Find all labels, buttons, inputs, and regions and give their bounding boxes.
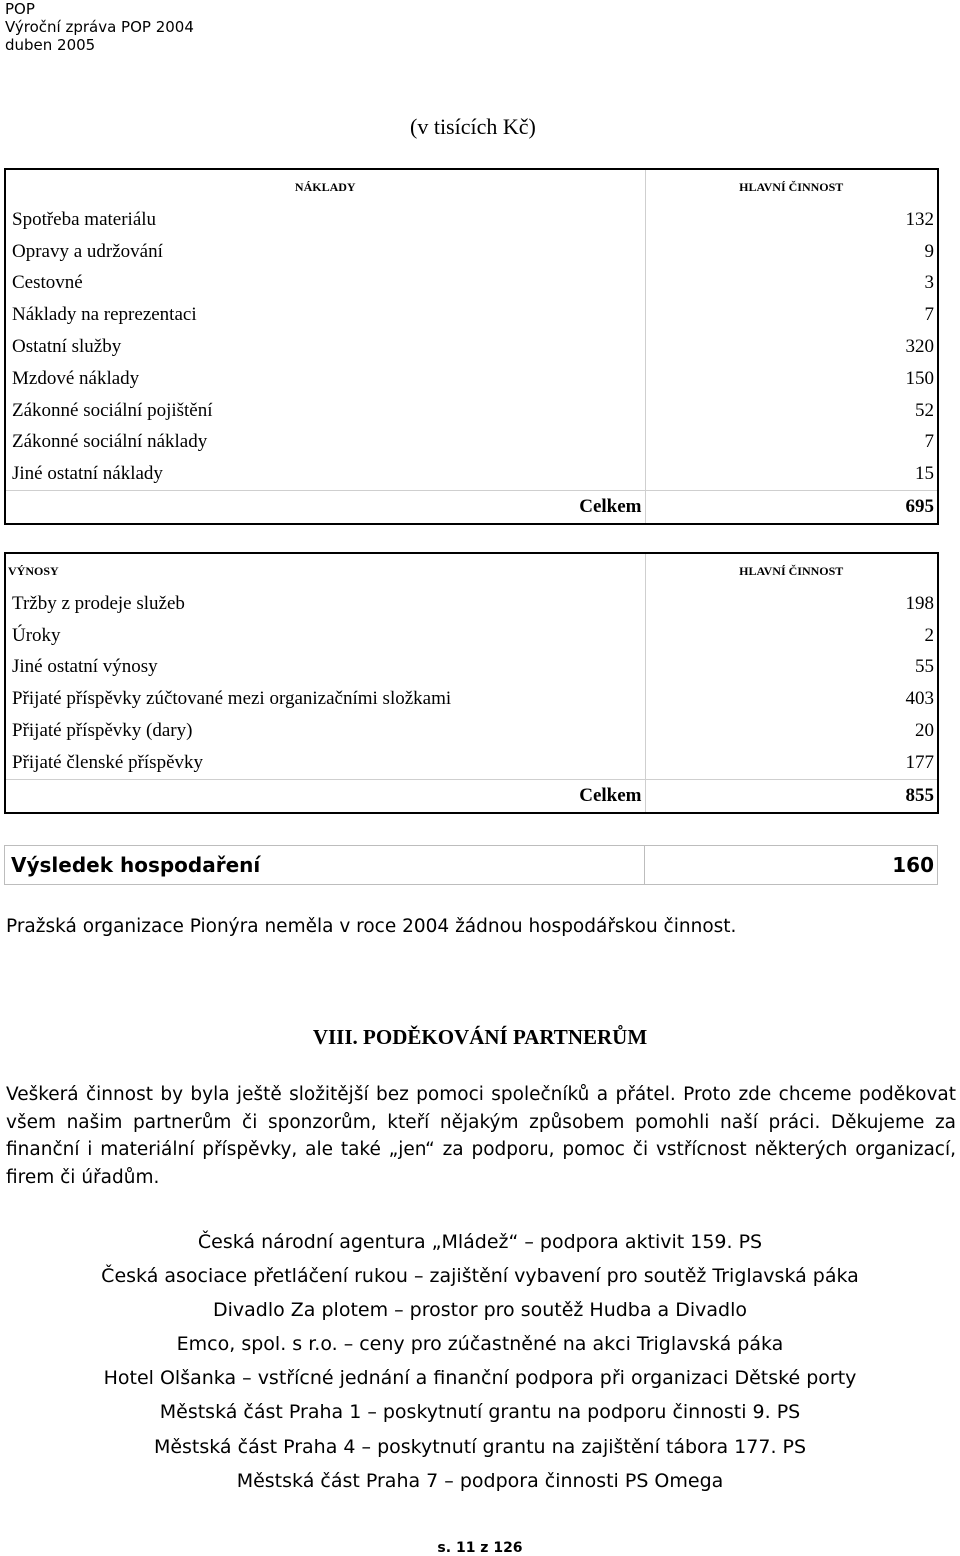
table-row [5,268,938,300]
table-row [5,236,938,268]
row-value: 2 [645,620,938,652]
row-label: Přijaté příspěvky zúčtované mezi organizačními složkami [12,688,452,710]
revenue-header-row [5,553,938,588]
row-value: 52 [645,395,938,427]
row-value: 7 [645,299,938,331]
table-row [5,427,938,459]
row-label: Mzdové náklady [12,367,140,389]
row-label: Přijaté příspěvky (dary) [12,720,193,742]
table-row [5,652,938,684]
row-value: 55 [645,652,938,684]
revenue-total-row [5,779,938,812]
row-label: Zákonné sociální pojištění [12,399,213,421]
row-value: 177 [645,747,938,779]
row-value: 320 [645,331,938,363]
header-date: duben 2005 [5,36,96,54]
section-title: VIII. PODĚKOVÁNÍ PARTNERŮM [312,1025,648,1049]
costs-total-label: Celkem [5,491,645,524]
row-label: Náklady na reprezentaci [12,304,197,326]
row-label: Ostatní služby [12,336,122,358]
table-row [5,588,938,620]
row-label: Přijaté členské příspěvky [12,751,204,773]
costs-total-row [5,491,938,524]
row-label: Opravy a udržování [12,240,163,262]
page-header [5,0,194,54]
row-label: Cestovné [12,272,83,294]
list-item: Městská část Praha 7 – podpora činnosti PS Omega [236,1469,724,1492]
row-value: 150 [645,363,938,395]
result-table [4,845,938,885]
revenue-value-header: HLAVNÍ ČINNOST [645,553,938,588]
table-row [5,715,938,747]
table-row [5,683,938,715]
table-row [5,620,938,652]
revenue-table [4,552,939,814]
list-item: Emco, spol. s r.o. – ceny pro zúčastněné na akci Triglavská páka [176,1333,784,1356]
row-value: 3 [645,268,938,300]
row-label: Úroky [12,624,61,646]
costs-total-value: 695 [645,491,938,524]
table-row [5,204,938,236]
row-value: 9 [645,236,938,268]
row-value: 198 [645,588,938,620]
revenue-total-value: 855 [645,779,938,812]
units-label: (v tisících Kč) [410,114,536,139]
header-report-title: Výroční zpráva POP 2004 [5,18,194,36]
row-label: Tržby z prodeje služeb [12,592,185,614]
list-item: Česká asociace přetláčení rukou – zajištění vybavení pro soutěž Triglavská páka [101,1265,859,1288]
list-item: Hotel Olšanka – vstřícné jednání a finanční podpora při organizaci Dětské porty [103,1367,857,1390]
business-activity-note: Pražská organizace Pionýra neměla v roce 2004 žádnou hospodářskou činnost. [6,916,737,937]
result-value: 160 [645,846,938,885]
table-row [5,299,938,331]
header-org: POP [5,0,35,18]
list-item: Divadlo Za plotem – prostor pro soutěž Hudba a Divadlo [212,1299,747,1322]
costs-value-header: HLAVNÍ ČINNOST [645,169,938,204]
table-row [5,458,938,490]
costs-label-header: NÁKLADY [294,179,356,194]
list-item: Česká národní agentura „Mládež“ – podpora aktivit 159. PS [197,1231,763,1253]
row-label: Zákonné sociální náklady [12,431,208,453]
table-row [5,747,938,779]
result-label: Výsledek hospodaření [11,853,261,877]
row-label: Jiné ostatní výnosy [12,656,158,678]
partners-list [0,1228,960,1501]
costs-header-row [5,169,938,204]
row-value: 403 [645,683,938,715]
row-value: 15 [645,458,938,490]
row-label: Spotřeba materiálu [12,208,157,230]
revenue-label-header: VÝNOSY [8,563,59,578]
page-number: s. 11 z 126 [437,1540,523,1556]
thanks-paragraph: Veškerá činnost by byla ještě složitější bez pomoci společníků a přátel. Proto zde chceme poděkovat všem našim partnerům či sponzorům, kteří nějakým způsobem pomohli naší práci. Děkujeme za finanční i materiální příspěvky, ale také „jen“ za podporu, pomoc či vstřícnost některých organizací, firem či úřadům. [6,1084,956,1188]
result-row [5,846,938,885]
row-value: 7 [645,427,938,459]
list-item: Městská část Praha 1 – poskytnutí grantu na podporu činnosti 9. PS [159,1401,801,1424]
revenue-total-label: Celkem [5,779,645,812]
costs-table [4,168,939,525]
table-row [5,331,938,363]
table-row [5,395,938,427]
row-label: Jiné ostatní náklady [12,463,163,485]
row-value: 132 [645,204,938,236]
list-item: Městská část Praha 4 – poskytnutí grantu na zajištění tábora 177. PS [153,1435,807,1458]
table-row [5,363,938,395]
row-value: 20 [645,715,938,747]
